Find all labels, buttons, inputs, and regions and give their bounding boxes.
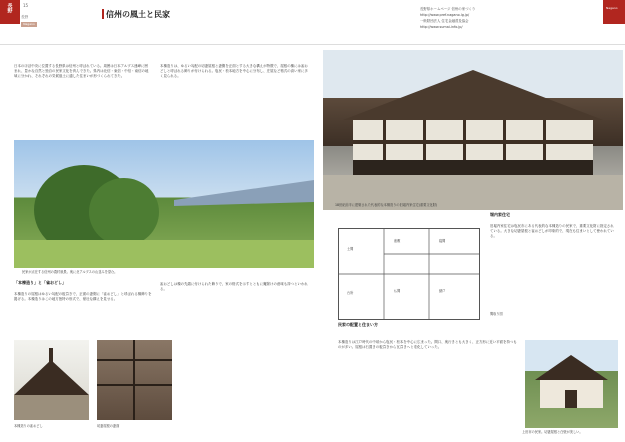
plan-room-label: 土間 bbox=[347, 247, 354, 251]
house-photo bbox=[323, 50, 623, 210]
section-title: 「本棟造り」と「雀おどし」 bbox=[14, 280, 66, 285]
floor-plan-caption: 間取り図 bbox=[490, 312, 503, 316]
plan-room-label: 台所 bbox=[347, 291, 354, 295]
section-body-2: 雀おどしは棟の先端に付けられた飾りで、家の格式を示すとともに魔除けの意味も持つといわれる。 bbox=[160, 282, 308, 291]
title-accent-bar bbox=[102, 9, 104, 19]
floor-plan-drawing bbox=[339, 229, 479, 319]
reference-line: 一般財団法人 住宅金融普及協会 bbox=[420, 19, 469, 23]
house-photo-caption: 18世紀前半に建築された代表的な本棟造りの旧堀内家住宅(重要文化財) bbox=[335, 203, 438, 207]
floor-plan bbox=[338, 228, 480, 320]
section-body: 本棟造りの屋根はゆるい勾配の板葺きで、正面の妻側に「雀おどし」と呼ばれる棟飾りを掲げる。本棟造りはこの地方独特の形式で、豪壮な構えを見せる。 bbox=[14, 292, 152, 301]
prefecture-tab bbox=[0, 0, 20, 24]
plan-section-title: 民家の配置と住まい方 bbox=[338, 322, 378, 327]
landscape-photo bbox=[14, 140, 314, 268]
gable-illustration bbox=[97, 340, 172, 420]
bottom-photo-caption: 上田市の民家。切妻屋根と白壁が美しい。 bbox=[522, 430, 583, 434]
roof-photo-1 bbox=[14, 340, 89, 420]
bottom-right-body: 本棟造りは江戸時代の中頃から塩尻・松本を中心に広まった。間口、奥行きとも大きく、正方形に近い平面を持つものが多い。屋根は石置きの板葺きから瓦葺きへと変化していった。 bbox=[338, 340, 517, 349]
plan-room-label: 仏間 bbox=[394, 289, 401, 293]
plan-room-label: 納戸 bbox=[439, 289, 446, 293]
roof-illustration bbox=[14, 340, 89, 420]
landscape-illustration bbox=[14, 140, 314, 268]
header-divider bbox=[0, 44, 625, 45]
reference-url[interactable]: http://www.pref.nagano.lg.jp/ bbox=[420, 13, 470, 17]
right-tab-label: Nagano bbox=[606, 6, 618, 10]
prefecture-tab-label: 長野 bbox=[6, 3, 13, 13]
roof-photo-1-caption: 本棟造りの雀おどし bbox=[14, 424, 43, 428]
page-number: 15 bbox=[23, 3, 29, 8]
prefecture-name: 長野 bbox=[21, 15, 29, 19]
house-illustration bbox=[323, 50, 623, 210]
page-title: 信州の風土と民家 bbox=[106, 10, 170, 19]
reference-line: 長野県ホームページ 信州の家づくり bbox=[420, 7, 476, 11]
intro-text-right: 本棟造りは、ゆるい勾配の切妻屋根と妻側を正面とする大きな構えが特徴で、屋根の棟には雀おどしと呼ばれる飾りが付けられる。塩尻・松本地方を中心に分布し、庄屋など格式の高い家に多く見られる。 bbox=[160, 64, 308, 78]
bottom-house-illustration bbox=[525, 340, 618, 428]
landscape-photo-caption: 民家が点在する信州の農村風景。奥に北アルプスの山並みを望む。 bbox=[22, 270, 118, 274]
right-prefecture-tab bbox=[603, 0, 625, 24]
plan-room-label: 座敷 bbox=[394, 239, 401, 243]
prefecture-name-en: Nagano bbox=[21, 22, 37, 27]
reference-url[interactable]: http://www.sumai-info.jp/ bbox=[420, 25, 463, 29]
roof-photo-2 bbox=[97, 340, 172, 420]
side-box-title: 堀内家住宅 bbox=[490, 212, 510, 217]
plan-room-label: 寝間 bbox=[439, 239, 446, 243]
roof-photo-2-caption: 切妻屋根の妻面 bbox=[97, 424, 120, 428]
side-box-body: 旧堀内家住宅は塩尻市にある代表的な本棟造りの民家で、重要文化財に指定されている。大きな切妻屋根と雀おどしが印象的で、現在も住まいとして使われている。 bbox=[490, 224, 614, 238]
intro-text-left: 日本のほぼ中央に位置する長野県は信州と呼ばれている。周囲は日本アルプス連峰に囲まれ、豊かな自然と独自の民家文化を育んできた。県内は北信・東信・中信・南信の地域に分かれ、それぞれの気候風土に適した住まいが形づくられてきた。 bbox=[14, 64, 149, 78]
bottom-photo bbox=[525, 340, 618, 428]
reference-links bbox=[420, 6, 590, 38]
